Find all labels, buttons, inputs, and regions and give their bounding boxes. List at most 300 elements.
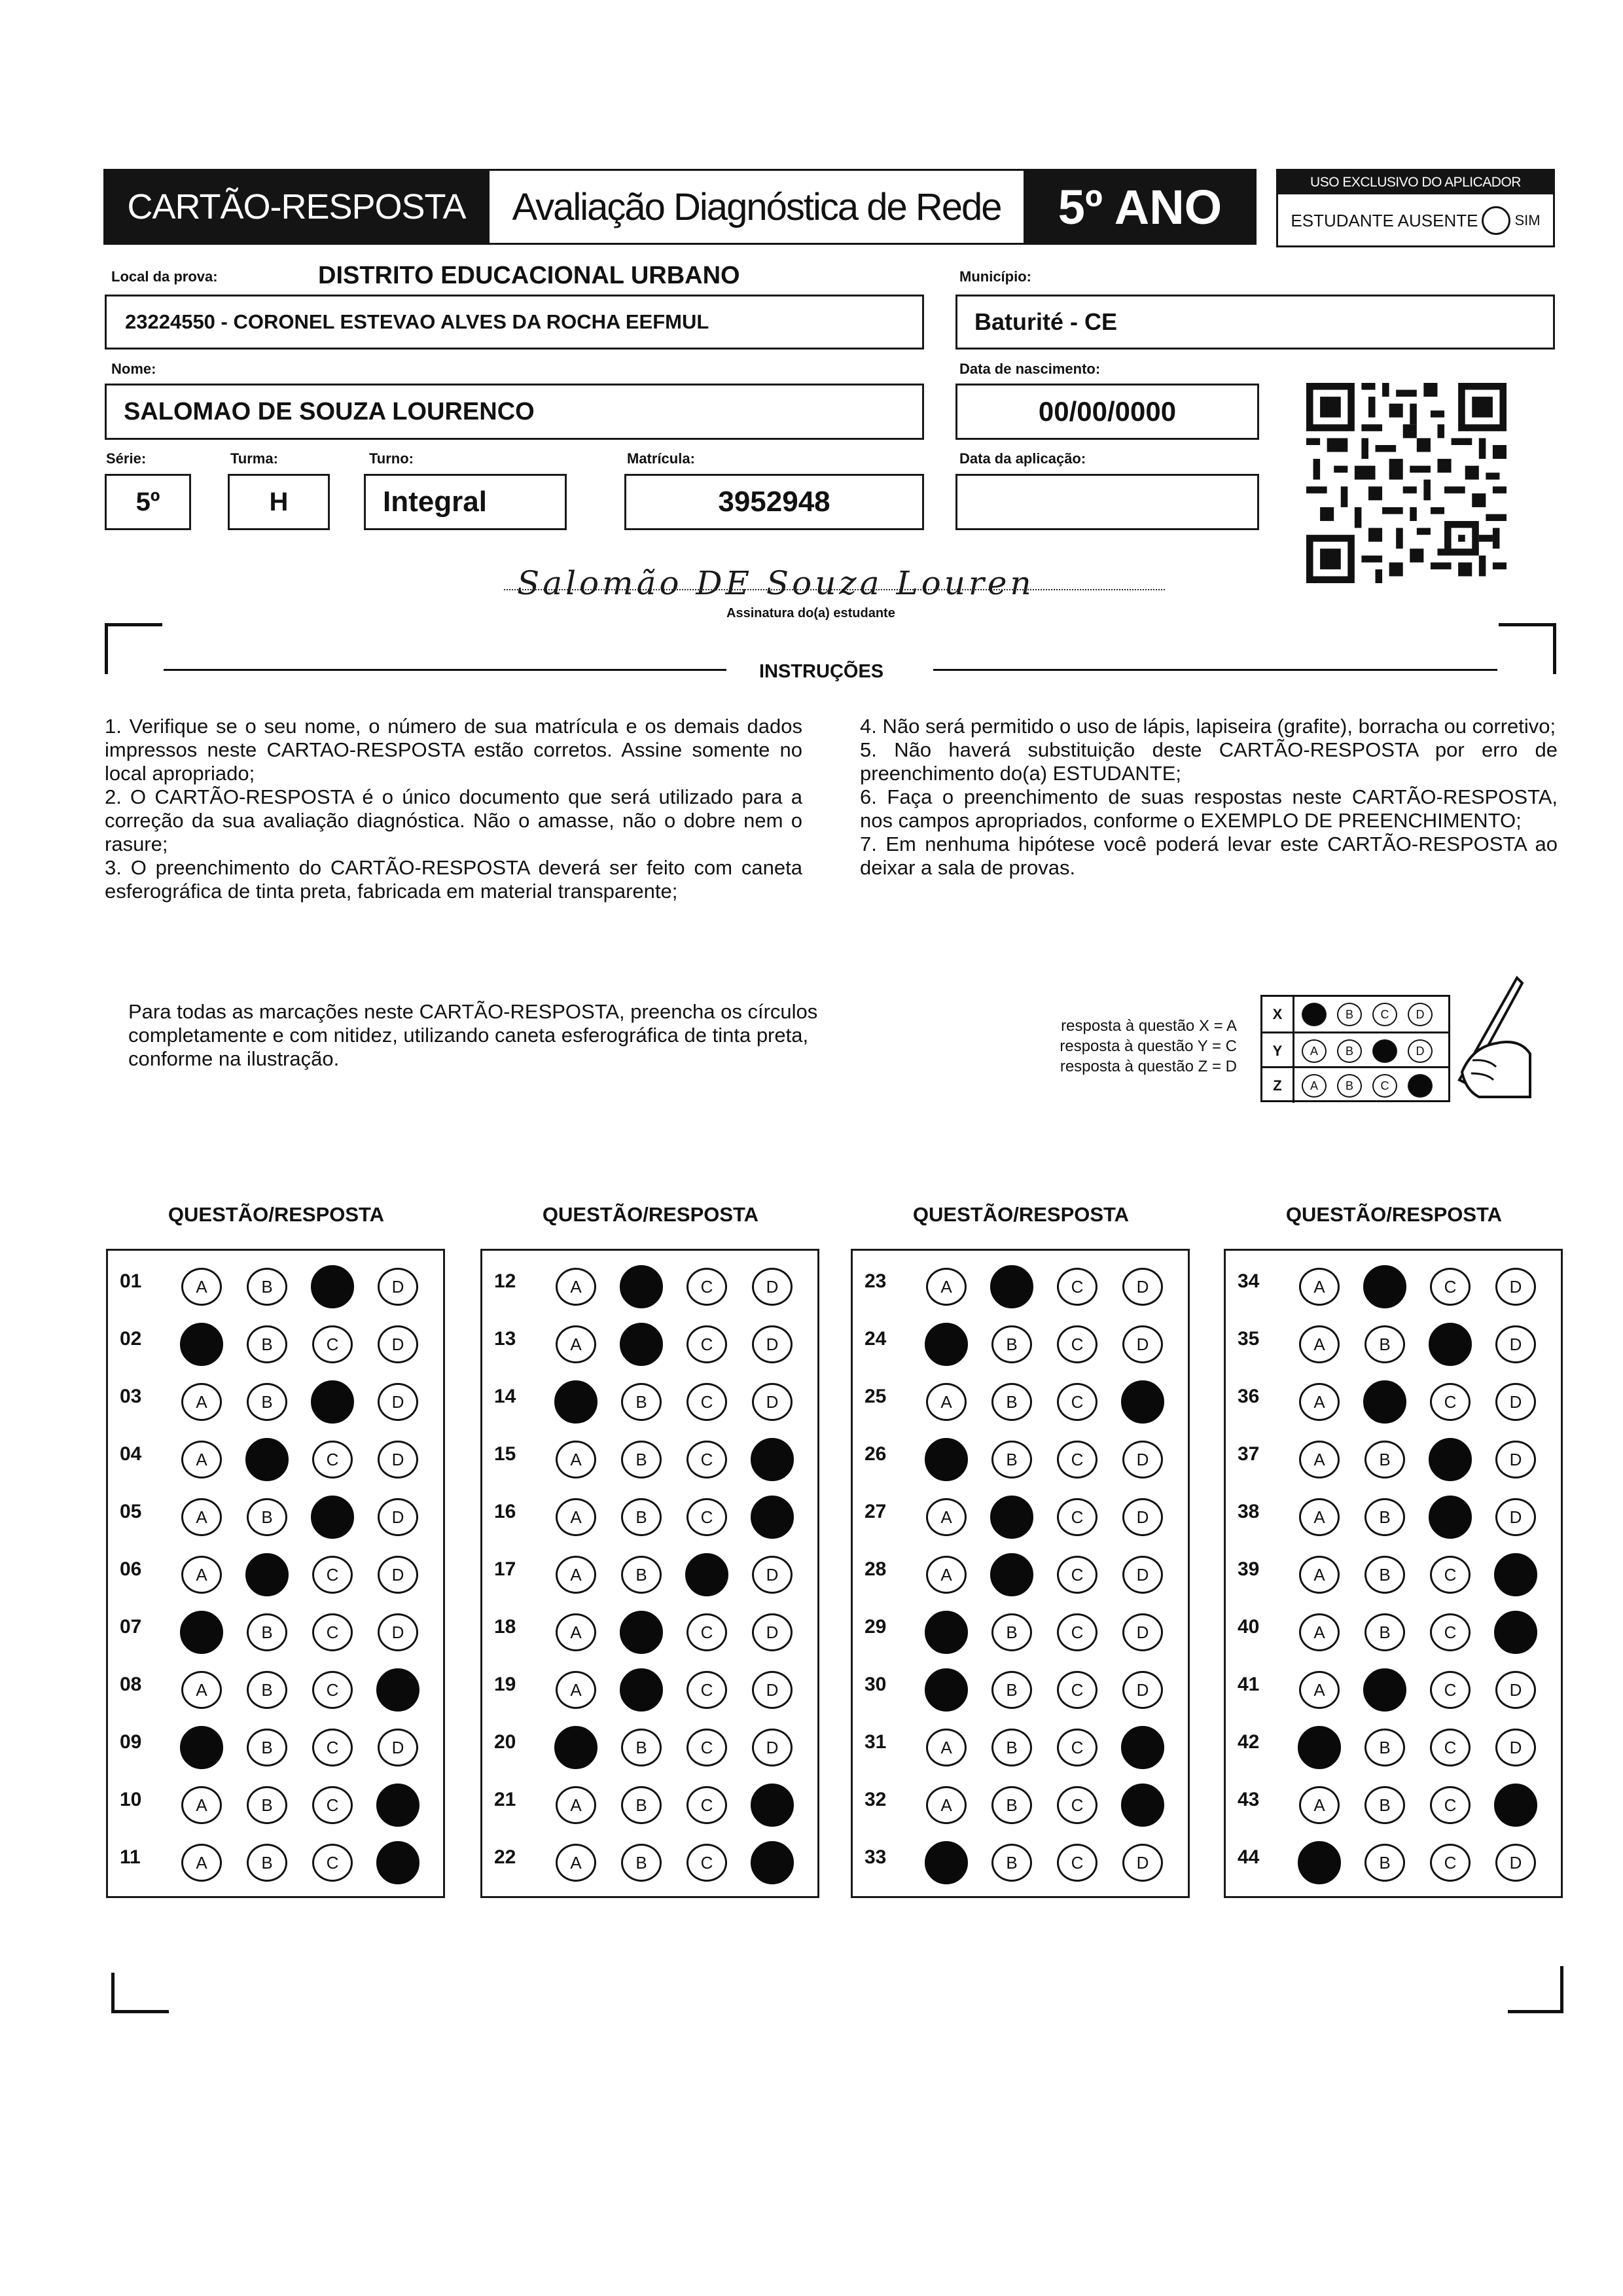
instruction-4: 4. Não será permitido o uso de lápis, lapiseira (grafite), borracha ou corretivo; <box>860 715 1556 738</box>
answer-bubble-a[interactable]: A <box>556 1613 596 1651</box>
answer-column-4 <box>1224 1249 1563 1898</box>
question-row <box>853 1484 1192 1541</box>
answer-bubble-b[interactable]: B <box>1363 1265 1406 1308</box>
question-number: 29 <box>865 1616 887 1638</box>
answer-bubble-a[interactable]: A <box>925 1323 968 1366</box>
answer-bubble-d[interactable]: D <box>752 1729 793 1767</box>
answer-bubble-b[interactable]: B <box>247 1671 287 1709</box>
local-label: Local da prova: <box>111 268 218 285</box>
answer-bubble-b[interactable]: B <box>991 1729 1032 1767</box>
answer-bubble-b[interactable]: B <box>247 1786 287 1824</box>
answer-bubble-c[interactable]: C <box>1430 1556 1471 1594</box>
question-row <box>853 1426 1192 1484</box>
answer-bubble-a[interactable]: A <box>1299 1325 1340 1363</box>
answer-bubble-d[interactable]: D <box>1495 1441 1536 1479</box>
answer-bubble-d[interactable]: D <box>376 1841 419 1884</box>
answer-bubble-a[interactable]: A <box>556 1268 596 1306</box>
answer-bubble-c[interactable]: C <box>312 1556 353 1594</box>
answer-bubble-d[interactable]: D <box>378 1729 418 1767</box>
answer-bubble-b[interactable]: B <box>245 1553 289 1596</box>
answer-bubble-c[interactable]: C <box>311 1380 354 1424</box>
answer-bubble-c[interactable]: C <box>1057 1498 1097 1536</box>
answer-bubble-b[interactable]: B <box>1364 1441 1405 1479</box>
question-row <box>853 1311 1192 1369</box>
example-bubble-a: A <box>1302 1003 1327 1026</box>
answer-bubble-b[interactable]: B <box>621 1844 662 1882</box>
answer-bubble-c[interactable]: C <box>1430 1786 1471 1824</box>
example-bubble-a: A <box>1302 1074 1327 1098</box>
legend-y: resposta à questão Y = C <box>1060 1037 1237 1055</box>
answer-bubble-a[interactable]: A <box>1299 1786 1340 1824</box>
answer-bubble-d[interactable]: D <box>1122 1844 1163 1882</box>
matricula-field <box>624 474 924 530</box>
answer-bubble-c[interactable]: C <box>1057 1325 1097 1363</box>
answer-bubble-d[interactable]: D <box>1495 1498 1536 1536</box>
answer-bubble-a[interactable]: A <box>926 1556 967 1594</box>
question-number: 11 <box>120 1846 141 1868</box>
question-row <box>853 1541 1192 1599</box>
question-number: 34 <box>1238 1270 1260 1292</box>
answer-bubble-d[interactable]: D <box>376 1668 419 1712</box>
answer-bubble-c[interactable]: C <box>1057 1786 1097 1824</box>
question-number: 25 <box>865 1386 887 1407</box>
answer-bubble-c[interactable]: C <box>1429 1323 1472 1366</box>
example-bubble-d: D <box>1408 1039 1433 1063</box>
question-row <box>482 1426 821 1484</box>
answer-bubble-c[interactable]: C <box>1429 1496 1472 1539</box>
question-number: 16 <box>494 1501 516 1522</box>
answer-bubble-b[interactable]: B <box>247 1325 287 1363</box>
answer-bubble-a[interactable]: A <box>554 1726 597 1769</box>
question-row <box>108 1426 447 1484</box>
answer-bubble-a[interactable]: A <box>1299 1613 1340 1651</box>
question-number: 17 <box>494 1558 516 1580</box>
answer-bubble-b[interactable]: B <box>247 1268 287 1306</box>
question-number: 21 <box>494 1789 516 1810</box>
question-row <box>108 1772 447 1829</box>
question-row <box>482 1311 821 1369</box>
answer-bubble-a[interactable]: A <box>554 1380 597 1424</box>
school-value: 23224550 - CORONEL ESTEVAO ALVES DA ROCHA EEFMUL <box>125 310 709 333</box>
answer-bubble-d[interactable]: D <box>378 1441 418 1479</box>
answer-bubble-b[interactable]: B <box>621 1383 662 1421</box>
answer-bubble-d[interactable]: D <box>378 1613 418 1651</box>
aplicacao-label: Data da aplicação: <box>959 450 1086 467</box>
question-row <box>1226 1253 1565 1311</box>
question-row <box>1226 1599 1565 1657</box>
answer-bubble-b[interactable]: B <box>991 1325 1032 1363</box>
question-number: 19 <box>494 1674 516 1695</box>
answer-bubble-d[interactable]: D <box>752 1383 793 1421</box>
absent-option: SIM <box>1514 212 1541 228</box>
example-bubble-c: C <box>1372 1039 1397 1063</box>
nascimento-value: 00/00/0000 <box>1038 396 1177 427</box>
answer-bubble-b[interactable]: B <box>1363 1380 1406 1424</box>
answer-bubble-c[interactable]: C <box>1430 1383 1471 1421</box>
instructions-left <box>105 715 802 903</box>
assessment-name: Avaliação Diagnóstica de Rede <box>490 169 1024 245</box>
answer-bubble-d[interactable]: D <box>751 1438 794 1481</box>
answer-bubble-b[interactable]: B <box>1363 1668 1406 1712</box>
answer-bubble-c[interactable]: C <box>1057 1441 1097 1479</box>
example-question: Z <box>1262 1068 1294 1103</box>
answer-bubble-d[interactable]: D <box>1122 1268 1163 1306</box>
answer-bubble-a[interactable]: A <box>556 1786 596 1824</box>
answer-bubble-a[interactable]: A <box>1299 1671 1340 1709</box>
corner-mark-br <box>1560 1966 1563 2013</box>
question-row <box>482 1829 821 1887</box>
answer-bubble-c[interactable]: C <box>687 1441 727 1479</box>
example-row <box>1262 997 1448 1031</box>
answer-bubble-a[interactable]: A <box>1299 1268 1340 1306</box>
answer-bubble-d[interactable]: D <box>376 1784 419 1827</box>
answer-bubble-d[interactable]: D <box>1495 1383 1536 1421</box>
answer-bubble-d[interactable]: D <box>1495 1325 1536 1363</box>
answer-bubble-a[interactable]: A <box>181 1556 222 1594</box>
example-bubble-b: B <box>1337 1003 1362 1026</box>
question-number: 14 <box>494 1386 516 1407</box>
question-row <box>1226 1311 1565 1369</box>
answer-bubble-c[interactable]: C <box>687 1844 727 1882</box>
answer-bubble-c[interactable]: C <box>312 1441 353 1479</box>
answer-bubble-b[interactable]: B <box>620 1611 663 1654</box>
answer-bubble-d[interactable]: D <box>378 1268 418 1306</box>
answer-bubble-a[interactable]: A <box>926 1383 967 1421</box>
answer-bubble-d[interactable]: D <box>1122 1556 1163 1594</box>
answer-bubble-a[interactable]: A <box>180 1611 223 1654</box>
answer-bubble-d[interactable]: D <box>1122 1613 1163 1651</box>
serie-value: 5º <box>135 487 160 516</box>
question-number: 33 <box>865 1846 887 1868</box>
question-number: 15 <box>494 1443 516 1465</box>
question-row <box>482 1599 821 1657</box>
answer-bubble-c[interactable]: C <box>312 1844 353 1882</box>
answer-bubble-c[interactable]: C <box>687 1383 727 1421</box>
answer-bubble-c[interactable]: C <box>312 1671 353 1709</box>
answer-bubble-b[interactable]: B <box>990 1265 1033 1308</box>
answer-bubble-b[interactable]: B <box>1364 1729 1405 1767</box>
answer-bubble-a[interactable]: A <box>556 1556 596 1594</box>
answer-bubble-d[interactable]: D <box>1494 1784 1537 1827</box>
answer-bubble-a[interactable]: A <box>181 1383 222 1421</box>
answer-bubble-d[interactable]: D <box>751 1841 794 1884</box>
answer-bubble-c[interactable]: C <box>687 1729 727 1767</box>
answer-bubble-b[interactable]: B <box>1364 1325 1405 1363</box>
question-row <box>108 1369 447 1426</box>
question-row <box>853 1369 1192 1426</box>
question-row <box>482 1484 821 1541</box>
answer-bubble-d[interactable]: D <box>1495 1729 1536 1767</box>
absent-label: ESTUDANTE AUSENTE <box>1291 210 1478 230</box>
answer-bubble-c[interactable]: C <box>312 1613 353 1651</box>
answer-bubble-a[interactable]: A <box>556 1671 596 1709</box>
applicator-label: USO EXCLUSIVO DO APLICADOR <box>1278 171 1553 194</box>
question-number: 30 <box>865 1674 887 1695</box>
answer-bubble-d[interactable]: D <box>752 1268 793 1306</box>
answer-bubble-a[interactable]: A <box>925 1611 968 1654</box>
answer-bubble-b[interactable]: B <box>1364 1498 1405 1536</box>
hand-pen-icon <box>1433 975 1531 1100</box>
answer-bubble-b[interactable]: B <box>621 1556 662 1594</box>
answer-bubble-b[interactable]: B <box>991 1786 1032 1824</box>
answer-bubble-c[interactable]: C <box>1057 1383 1097 1421</box>
answer-bubble-d[interactable]: D <box>752 1671 793 1709</box>
answer-bubble-d[interactable]: D <box>1494 1553 1537 1596</box>
municipio-value: Baturité - CE <box>974 308 1118 335</box>
aplicacao-field[interactable] <box>955 474 1259 530</box>
answer-bubble-c[interactable]: C <box>1430 1268 1471 1306</box>
answer-bubble-d[interactable]: D <box>1121 1380 1164 1424</box>
card-title: CARTÃO-RESPOSTA <box>103 169 490 245</box>
answer-bubble-b[interactable]: B <box>621 1786 662 1824</box>
serie-label: Série: <box>106 450 147 467</box>
turma-label: Turma: <box>230 450 278 467</box>
question-row <box>853 1253 1192 1311</box>
answer-bubble-a[interactable]: A <box>925 1668 968 1712</box>
answer-bubble-b[interactable]: B <box>1364 1786 1405 1824</box>
matricula-label: Matrícula: <box>627 450 695 467</box>
answer-column-1 <box>106 1249 445 1898</box>
question-row <box>1226 1657 1565 1714</box>
answer-bubble-b[interactable]: B <box>990 1496 1033 1539</box>
answer-bubble-a[interactable]: A <box>1299 1383 1340 1421</box>
answer-bubble-b[interactable]: B <box>247 1613 287 1651</box>
answer-bubble-a[interactable]: A <box>181 1441 222 1479</box>
answer-bubble-a[interactable]: A <box>181 1268 222 1306</box>
example-bubble-a: A <box>1302 1039 1327 1063</box>
example-bubble-d: D <box>1408 1074 1433 1098</box>
question-number: 07 <box>120 1616 142 1638</box>
answer-bubble-a[interactable]: A <box>1299 1556 1340 1594</box>
answer-bubble-c[interactable]: C <box>687 1671 727 1709</box>
answer-bubble-a[interactable]: A <box>556 1325 596 1363</box>
example-question: X <box>1262 997 1294 1031</box>
answer-bubble-b[interactable]: B <box>621 1441 662 1479</box>
answer-bubble-b[interactable]: B <box>991 1671 1032 1709</box>
school-field <box>105 295 924 350</box>
municipio-field <box>955 295 1555 350</box>
answer-bubble-a[interactable]: A <box>1298 1841 1341 1884</box>
question-number: 35 <box>1238 1328 1260 1350</box>
example-bubble-b: B <box>1337 1074 1362 1098</box>
instruction-7: 7. Em nenhuma hipótese você poderá levar este CARTÃO-RESPOSTA ao deixar a sala de provas. <box>860 833 1558 879</box>
answer-bubble-b[interactable]: B <box>991 1441 1032 1479</box>
answer-bubble-c[interactable]: C <box>1430 1844 1471 1882</box>
answer-bubble-d[interactable]: D <box>1122 1441 1163 1479</box>
answer-bubble-d[interactable]: D <box>1122 1325 1163 1363</box>
question-row <box>108 1541 447 1599</box>
question-row <box>108 1484 447 1541</box>
example-bubble-b: B <box>1337 1039 1362 1063</box>
answer-bubble-c[interactable]: C <box>687 1325 727 1363</box>
answer-bubble-a[interactable]: A <box>556 1498 596 1536</box>
question-row <box>853 1772 1192 1829</box>
answer-bubble-a[interactable]: A <box>1299 1441 1340 1479</box>
answer-bubble-a[interactable]: A <box>556 1844 596 1882</box>
answer-bubble-a[interactable]: A <box>1298 1726 1341 1769</box>
answer-bubble-b[interactable]: B <box>1364 1556 1405 1594</box>
answer-bubble-c[interactable]: C <box>1430 1613 1471 1651</box>
answer-bubble-d[interactable]: D <box>1494 1611 1537 1654</box>
answer-bubble-d[interactable]: D <box>751 1784 794 1827</box>
answer-bubble-a[interactable]: A <box>926 1498 967 1536</box>
answer-bubble-c[interactable]: C <box>687 1786 727 1824</box>
grade-label: 5º ANO <box>1024 169 1257 245</box>
answer-bubble-a[interactable]: A <box>926 1729 967 1767</box>
instructions-title: INSTRUÇÕES <box>759 661 884 682</box>
legend-x: resposta à questão X = A <box>1061 1017 1237 1035</box>
signature: Salomão DE Souza Louren <box>517 564 1035 602</box>
answer-bubble-a[interactable]: A <box>180 1323 223 1366</box>
question-row <box>1226 1426 1565 1484</box>
answer-bubble-b[interactable]: B <box>247 1383 287 1421</box>
turno-label: Turno: <box>369 450 414 467</box>
answer-bubble-c[interactable]: C <box>312 1325 353 1363</box>
nascimento-field <box>955 384 1259 440</box>
local-title: DISTRITO EDUCACIONAL URBANO <box>318 262 740 289</box>
example-question: Y <box>1262 1033 1294 1068</box>
question-number: 31 <box>865 1731 887 1753</box>
question-number: 32 <box>865 1789 887 1810</box>
answer-bubble-c[interactable]: C <box>687 1613 727 1651</box>
answer-column-2 <box>480 1249 819 1898</box>
answer-bubble-b[interactable]: B <box>991 1613 1032 1651</box>
answer-bubble-a[interactable]: A <box>181 1671 222 1709</box>
answer-bubble-c[interactable]: C <box>687 1268 727 1306</box>
column-title: QUESTÃO/RESPOSTA <box>542 1203 759 1226</box>
fill-note: Para todas as marcações neste CARTÃO-RESPOSTA, preencha os círculos completamente e com nitidez, utilizando caneta esferográfica de tinta preta, conforme na ilustração. <box>128 1000 818 1070</box>
answer-bubble-b[interactable]: B <box>991 1383 1032 1421</box>
answer-bubble-c[interactable]: C <box>1429 1438 1472 1481</box>
question-row <box>108 1714 447 1772</box>
column-title: QUESTÃO/RESPOSTA <box>912 1203 1130 1226</box>
question-number: 12 <box>494 1270 516 1292</box>
answer-bubble-d[interactable]: D <box>1121 1726 1164 1769</box>
question-row <box>853 1829 1192 1887</box>
answer-bubble-d[interactable]: D <box>378 1498 418 1536</box>
question-number: 20 <box>494 1731 516 1753</box>
divider-right <box>933 669 1497 671</box>
question-number: 22 <box>494 1846 516 1868</box>
answer-bubble-d[interactable]: D <box>378 1383 418 1421</box>
answer-bubble-b[interactable]: B <box>247 1498 287 1536</box>
answer-bubble-a[interactable]: A <box>925 1841 968 1884</box>
answer-bubble-d[interactable]: D <box>751 1496 794 1539</box>
question-row <box>108 1829 447 1887</box>
question-row <box>1226 1541 1565 1599</box>
answer-bubble-b[interactable]: B <box>1364 1844 1405 1882</box>
answer-bubble-d[interactable]: D <box>752 1556 793 1594</box>
answer-bubble-b[interactable]: B <box>990 1553 1033 1596</box>
example-bubble-d: D <box>1408 1003 1433 1026</box>
answer-bubble-d[interactable]: D <box>752 1325 793 1363</box>
question-number: 41 <box>1238 1674 1260 1695</box>
answer-bubble-d[interactable]: D <box>1122 1498 1163 1536</box>
absent-checkbox[interactable] <box>1482 206 1510 235</box>
answer-bubble-b[interactable]: B <box>247 1729 287 1767</box>
answer-bubble-b[interactable]: B <box>991 1844 1032 1882</box>
answer-bubble-a[interactable]: A <box>180 1726 223 1769</box>
answer-bubble-c[interactable]: C <box>1057 1268 1097 1306</box>
question-row <box>853 1599 1192 1657</box>
answer-bubble-d[interactable]: D <box>1121 1784 1164 1827</box>
nome-field <box>105 384 924 440</box>
answer-bubble-b[interactable]: B <box>1364 1613 1405 1651</box>
question-number: 44 <box>1238 1846 1260 1868</box>
answer-bubble-a[interactable]: A <box>925 1438 968 1481</box>
answer-bubble-d[interactable]: D <box>1495 1268 1536 1306</box>
question-number: 37 <box>1238 1443 1260 1465</box>
answer-bubble-c[interactable]: C <box>1057 1613 1097 1651</box>
answer-bubble-b[interactable]: B <box>247 1844 287 1882</box>
answer-bubble-b[interactable]: B <box>620 1668 663 1712</box>
answer-bubble-c[interactable]: C <box>687 1498 727 1536</box>
answer-bubble-a[interactable]: A <box>926 1268 967 1306</box>
answer-bubble-c[interactable]: C <box>1430 1671 1471 1709</box>
answer-bubble-d[interactable]: D <box>1122 1671 1163 1709</box>
question-number: 09 <box>120 1731 142 1753</box>
divider-left <box>164 669 726 671</box>
example-row <box>1262 1066 1448 1103</box>
answer-bubble-b[interactable]: B <box>620 1323 663 1366</box>
answer-bubble-c[interactable]: C <box>685 1553 728 1596</box>
corner-mark-tr <box>1499 623 1556 626</box>
answer-bubble-d[interactable]: D <box>752 1613 793 1651</box>
answer-bubble-c[interactable]: C <box>311 1265 354 1308</box>
serie-field <box>105 474 191 530</box>
corner-mark-tl <box>105 623 162 626</box>
answer-bubble-a[interactable]: A <box>181 1498 222 1536</box>
question-number: 24 <box>865 1328 887 1350</box>
answer-bubble-c[interactable]: C <box>1057 1556 1097 1594</box>
answer-bubble-a[interactable]: A <box>181 1844 222 1882</box>
question-number: 39 <box>1238 1558 1260 1580</box>
answer-bubble-c[interactable]: C <box>312 1786 353 1824</box>
answer-bubble-a[interactable]: A <box>181 1786 222 1824</box>
answer-bubble-d[interactable]: D <box>378 1556 418 1594</box>
question-number: 42 <box>1238 1731 1260 1753</box>
answer-bubble-c[interactable]: C <box>312 1729 353 1767</box>
question-number: 08 <box>120 1674 142 1695</box>
answer-bubble-b[interactable]: B <box>620 1265 663 1308</box>
question-row <box>108 1599 447 1657</box>
answer-bubble-d[interactable]: D <box>1495 1844 1536 1882</box>
answer-bubble-b[interactable]: B <box>621 1729 662 1767</box>
answer-bubble-a[interactable]: A <box>556 1441 596 1479</box>
question-number: 38 <box>1238 1501 1260 1522</box>
answer-bubble-c[interactable]: C <box>1057 1671 1097 1709</box>
answer-bubble-c[interactable]: C <box>311 1496 354 1539</box>
answer-bubble-d[interactable]: D <box>1495 1671 1536 1709</box>
answer-bubble-b[interactable]: B <box>621 1498 662 1536</box>
nascimento-label: Data de nascimento: <box>959 361 1101 377</box>
column-title: QUESTÃO/RESPOSTA <box>1285 1203 1503 1226</box>
example-bubble-c: C <box>1372 1003 1397 1026</box>
legend-z: resposta à questão Z = D <box>1060 1058 1237 1075</box>
question-row <box>482 1657 821 1714</box>
answer-bubble-c[interactable]: C <box>1057 1844 1097 1882</box>
question-row <box>108 1253 447 1311</box>
answer-bubble-c[interactable]: C <box>1057 1729 1097 1767</box>
answer-bubble-d[interactable]: D <box>378 1325 418 1363</box>
question-number: 43 <box>1238 1789 1260 1810</box>
answer-bubble-a[interactable]: A <box>1299 1498 1340 1536</box>
question-number: 10 <box>120 1789 142 1810</box>
answer-bubble-a[interactable]: A <box>926 1786 967 1824</box>
answer-bubble-b[interactable]: B <box>245 1438 289 1481</box>
question-row <box>1226 1369 1565 1426</box>
answer-bubble-c[interactable]: C <box>1430 1729 1471 1767</box>
